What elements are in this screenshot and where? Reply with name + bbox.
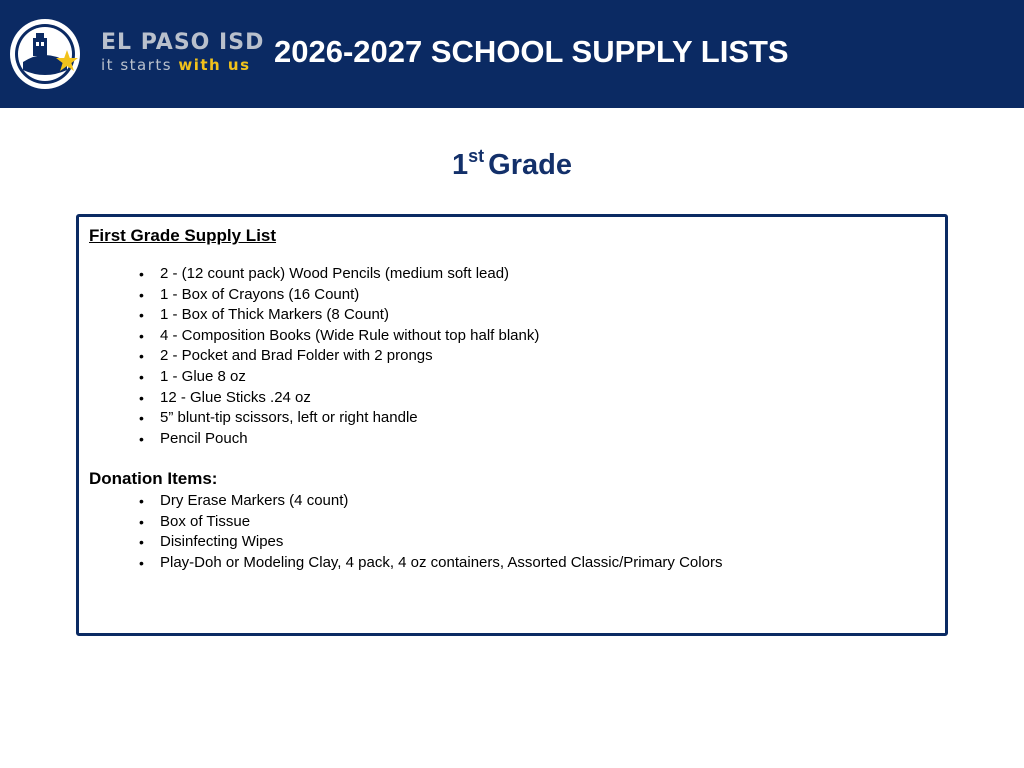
list-item: • 12 - Glue Sticks .24 oz <box>139 388 539 409</box>
list-item: • 1 - Glue 8 oz <box>139 367 539 388</box>
el-paso-isd-logo-icon <box>9 18 81 90</box>
list-item: • 1 - Box of Thick Markers (8 Count) <box>139 305 539 326</box>
grade-heading <box>0 146 1024 182</box>
brand-tagline <box>101 58 251 73</box>
grade-suffix: st <box>468 146 485 166</box>
supply-list-box <box>76 214 948 636</box>
grade-number: 1 <box>452 149 469 181</box>
page-title: 2026-2027 SCHOOL SUPPLY LISTS <box>274 34 789 69</box>
brand-name: EL PASO ISD <box>101 30 265 55</box>
list-item: • 1 - Box of Crayons (16 Count) <box>139 285 539 306</box>
page-header <box>0 0 1024 108</box>
list-item: • Dry Erase Markers (4 count) <box>139 491 722 512</box>
supply-list <box>139 264 539 449</box>
list-item: • 2 - Pocket and Brad Folder with 2 prongs <box>139 346 539 367</box>
list-item: • Box of Tissue <box>139 512 722 533</box>
grade-word: Grade <box>488 149 572 181</box>
list-item: • Disinfecting Wipes <box>139 532 722 553</box>
donation-items-title: Donation Items: <box>89 469 218 488</box>
tagline-accent: with us <box>178 56 251 74</box>
tagline-start: it starts <box>101 56 179 74</box>
list-item: • 5” blunt-tip scissors, left or right handle <box>139 408 539 429</box>
list-item: • 4 - Composition Books (Wide Rule without top half blank) <box>139 326 539 347</box>
supply-list-title: First Grade Supply List <box>89 226 277 245</box>
donation-list <box>139 491 722 573</box>
list-item: • 2 - (12 count pack) Wood Pencils (medium soft lead) <box>139 264 539 285</box>
list-item: • Pencil Pouch <box>139 429 539 450</box>
list-item: • Play-Doh or Modeling Clay, 4 pack, 4 oz containers, Assorted Classic/Primary Colors <box>139 553 722 574</box>
